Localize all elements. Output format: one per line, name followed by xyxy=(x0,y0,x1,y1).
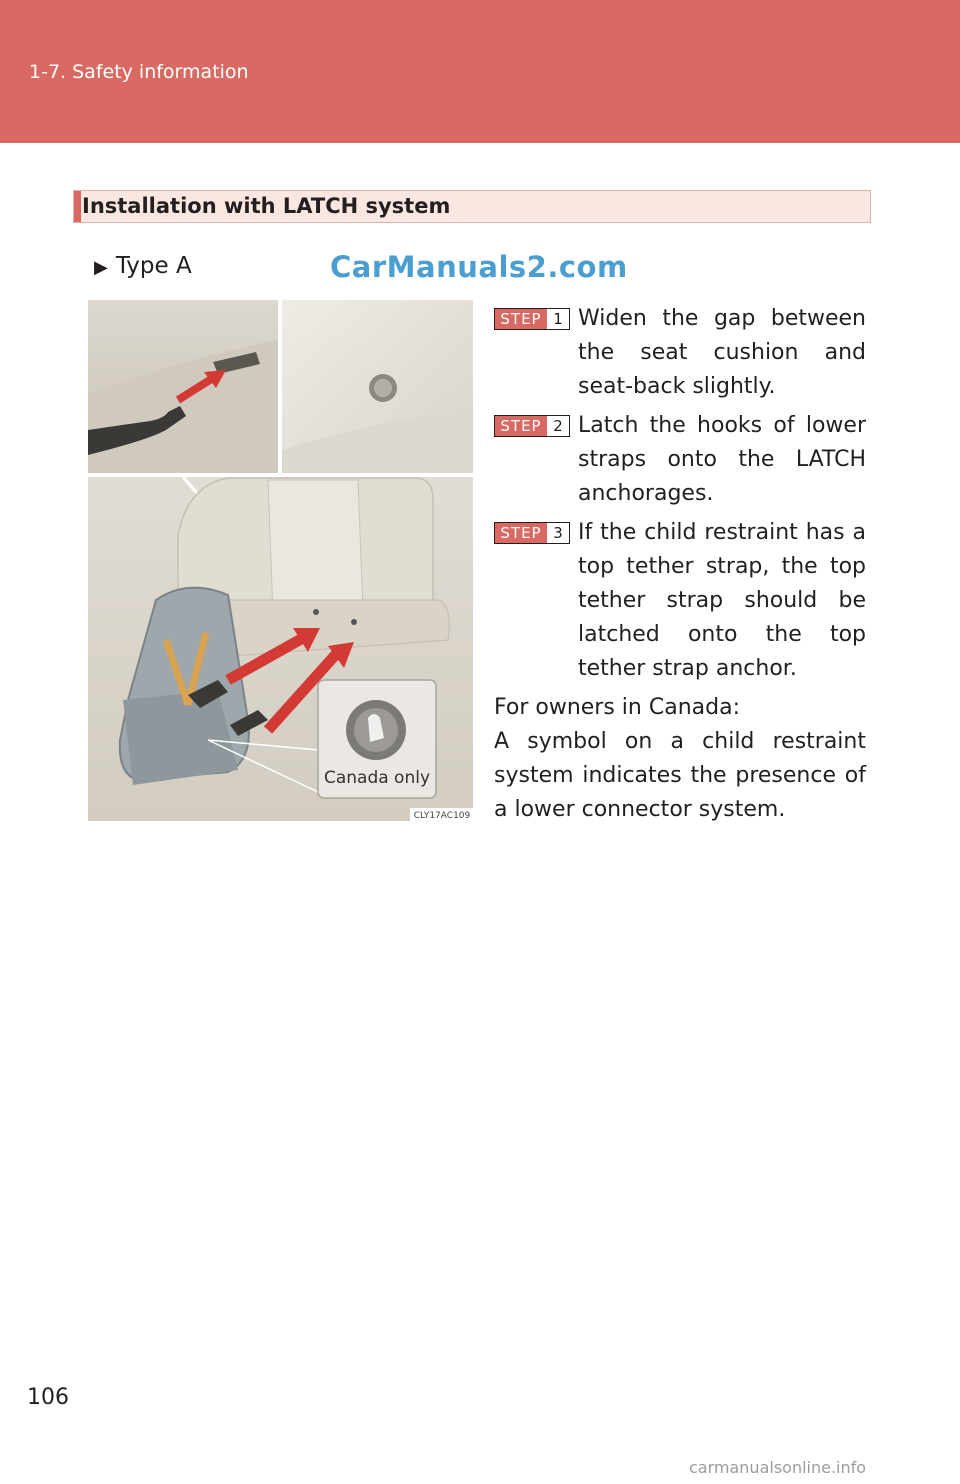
section-reference: 1-7. Safety information xyxy=(29,61,249,83)
canada-only-label: Canada only xyxy=(323,768,431,788)
note-heading: For owners in Canada: xyxy=(494,695,740,720)
title-accent xyxy=(74,191,81,222)
step-badge: STEP 1 xyxy=(494,308,570,330)
type-label-row xyxy=(94,253,192,279)
watermark-bottom: carmanualsonline.info xyxy=(689,1458,867,1477)
step-text: Widen the gap between the seat cushion and seat-back slightly. xyxy=(578,306,866,399)
triangle-bullet-icon: ▶ xyxy=(94,257,108,278)
type-label: Type A xyxy=(115,253,192,279)
figure-code: CLY17AC109 xyxy=(413,811,471,821)
step-2 xyxy=(494,409,866,511)
step-3 xyxy=(494,516,866,686)
step-text: Latch the hooks of lower straps onto the LATCH anchorages. xyxy=(578,413,866,506)
note-body: A symbol on a child restraint system indicates the presence of a lower connector system. xyxy=(494,729,866,822)
step-1 xyxy=(494,302,866,404)
inset-left xyxy=(88,300,278,475)
watermark-top: CarManuals2.com xyxy=(330,250,628,284)
canada-note xyxy=(494,691,866,827)
step-badge: STEP 3 xyxy=(494,522,570,544)
page-number: 106 xyxy=(27,1385,69,1410)
section-title: Installation with LATCH system xyxy=(82,194,451,218)
step-text: If the child restraint has a top tether strap, the top tether strap should be latched onto the top tether strap anchor. xyxy=(578,520,866,681)
step-badge: STEP 2 xyxy=(494,415,570,437)
latch-installation-illustration xyxy=(88,300,473,821)
inset-right xyxy=(282,300,473,475)
